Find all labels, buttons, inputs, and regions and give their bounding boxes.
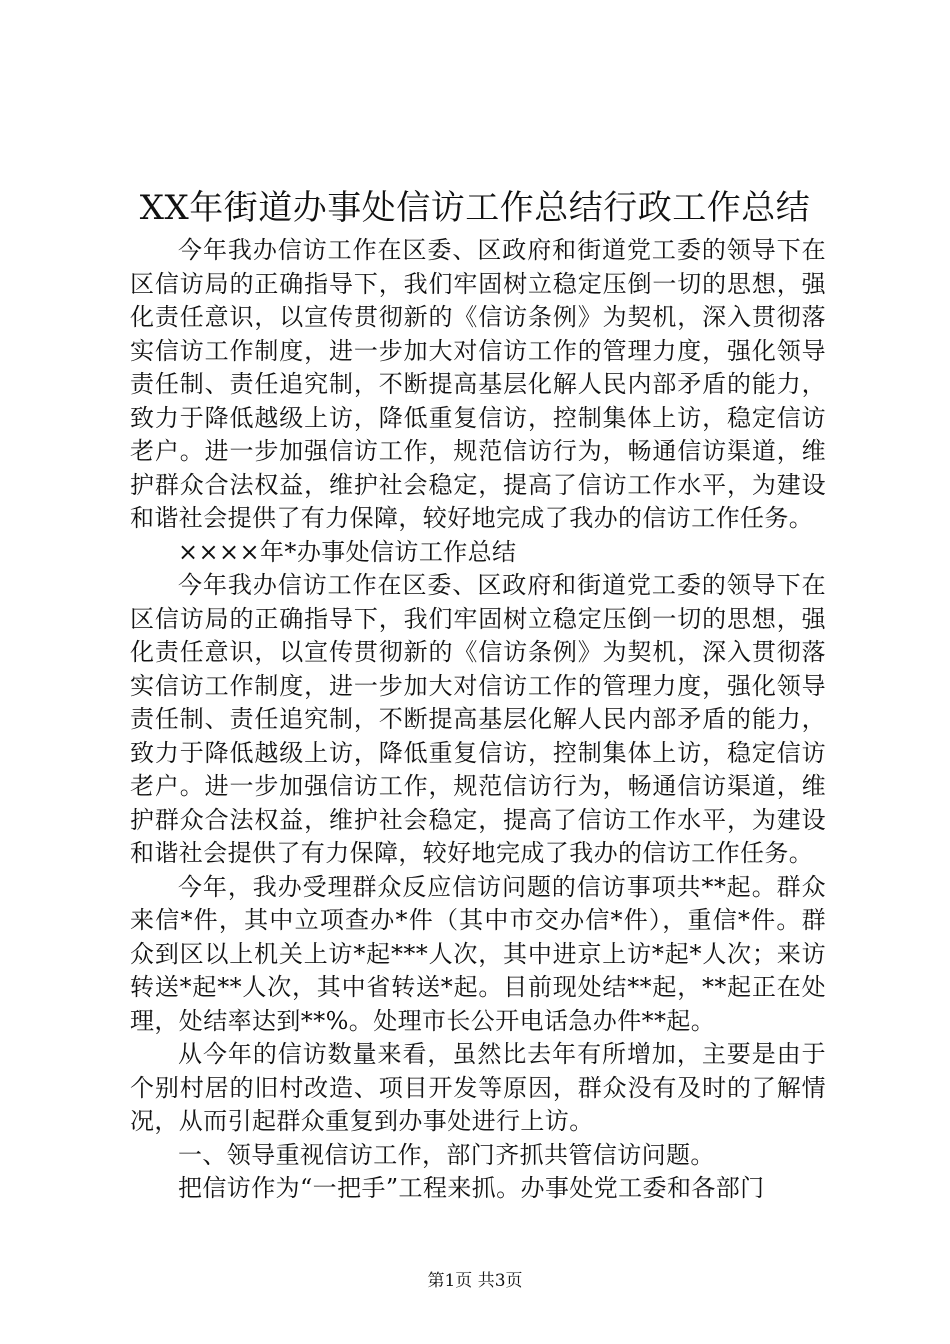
document-title: XX年街道办事处信访工作总结行政工作总结: [139, 188, 811, 228]
paragraph-intro-repeat: 今年我办信访工作在区委、区政府和街道党工委的领导下在区信访局的正确指导下，我们牢固树立稳定压倒一切的思想，强化责任意识，以宣传贯彻新的《信访条例》为契机，深入贯彻落实信访工作制度，进一步加大对信访工作的管理力度，强化领导责任制、责任追究制，不断提高基层化解人民内部矛盾的能力，致力于降低越级上访，降低重复信访，控制集体上访，稳定信访老户。进一步加强信访工作，规范信访行为，畅通信访渠道，维护群众合法权益，维护社会稳定，提高了信访工作水平，为建设和谐社会提供了有力保障，较好地完成了我办的信访工作任务。: [130, 571, 826, 867]
paragraph-intro: 今年我办信访工作在区委、区政府和街道党工委的领导下在区信访局的正确指导下，我们牢固树立稳定压倒一切的思想，强化责任意识，以宣传贯彻新的《信访条例》为契机，深入贯彻落实信访工作制度，进一步加大对信访工作的管理力度，强化领导责任制、责任追究制，不断提高基层化解人民内部矛盾的能力，致力于降低越级上访，降低重复信访，控制集体上访，稳定信访老户。进一步加强信访工作，规范信访行为，畅通信访渠道，维护群众合法权益，维护社会稳定，提高了信访工作水平，为建设和谐社会提供了有力保障，较好地完成了我办的信访工作任务。: [130, 236, 826, 532]
paragraph-subtitle: ××××年*办事处信访工作总结: [178, 537, 517, 566]
paragraph-section-1: 把信访作为“一把手”工程来抓。办事处党工委和各部门: [178, 1174, 765, 1202]
section-heading-1: 一、领导重视信访工作，部门齐抓共管信访问题。: [178, 1140, 715, 1169]
paragraph-analysis: 从今年的信访数量来看，虽然比去年有所增加，主要是由于个别村居的旧村改造、项目开发等原因，群众没有及时的了解情况，从而引起群众重复到办事处进行上访。: [130, 1040, 826, 1135]
paragraph-statistics: 今年，我办受理群众反应信访问题的信访事项共**起。群众来信*件，其中立项查办*件（其中市交办信*件），重信*件。群众到区以上机关上访*起***人次，其中进京上访*起*人次；来访转送*起**人次，其中省转送*起。目前现处结**起，**起正在处理，处结率达到**%。处理市长公开电话急办件**起。: [130, 872, 826, 1035]
page-footer: 第1页 共3页: [427, 1271, 523, 1291]
document-body: [130, 234, 826, 1206]
